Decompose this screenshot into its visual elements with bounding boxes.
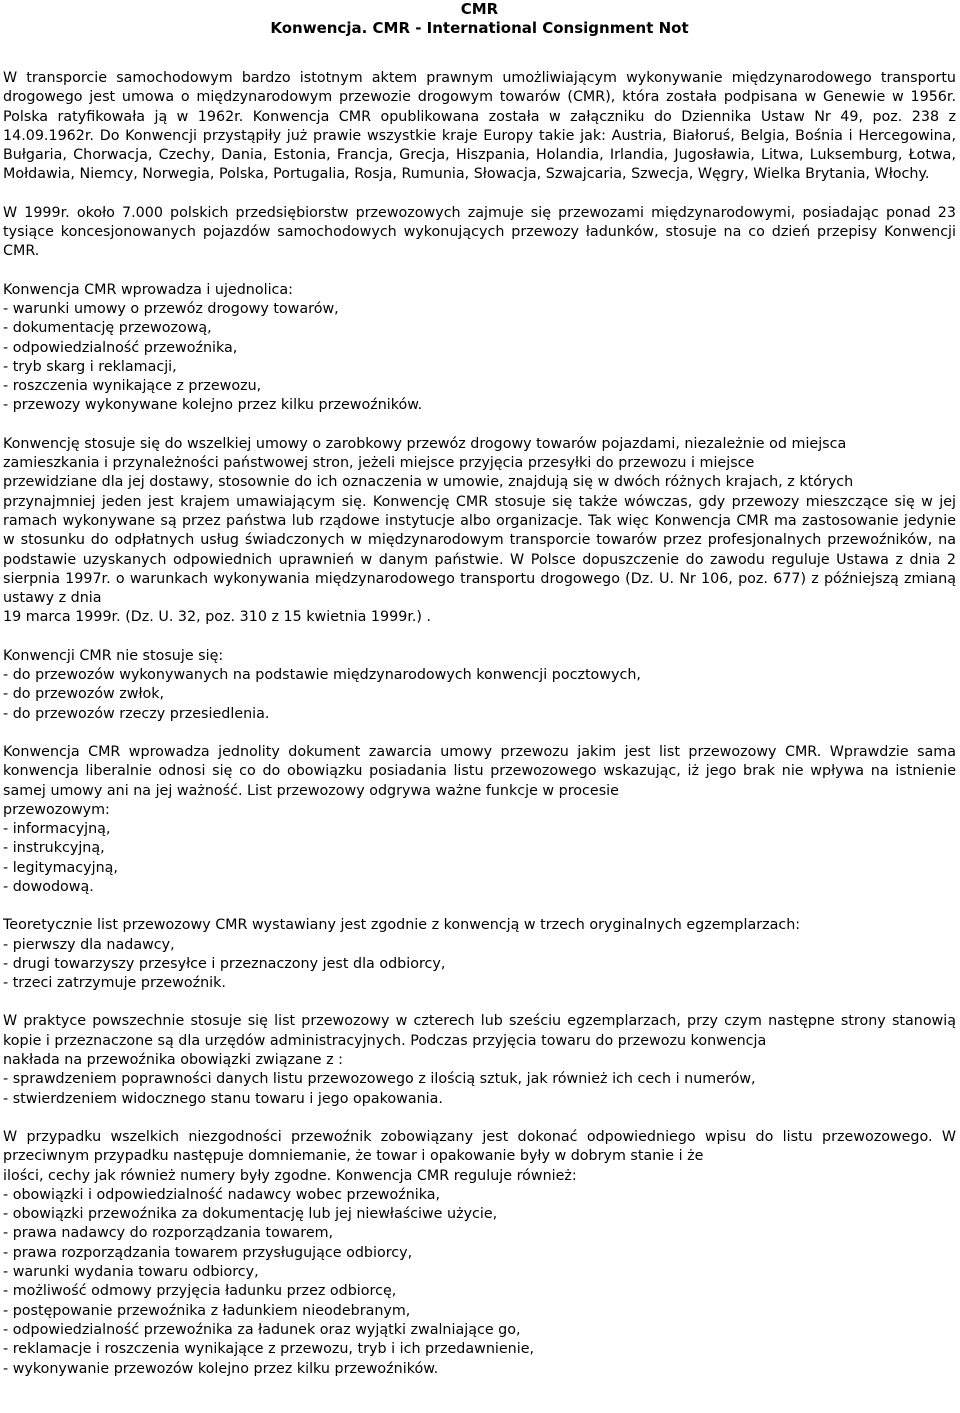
list-item: - sprawdzeniem poprawności danych listu przewozowego z ilością sztuk, jak również ich cech i numerów, xyxy=(3,1071,756,1088)
list-item: - przewozy wykonywane kolejno przez kilku przewoźników. xyxy=(3,397,423,414)
list-item: - odpowiedzialność przewoźnika, xyxy=(3,339,238,356)
list-item: - postępowanie przewoźnika z ładunkiem nieodebranym, xyxy=(3,1302,411,1319)
list-item: - informacyjną, xyxy=(3,821,111,838)
list-item: - roszczenia wynikające z przewozu, xyxy=(3,378,262,395)
list-item: - możliwość odmowy przyjęcia ładunku przez odbiorcę, xyxy=(3,1283,397,1300)
scope-line: przewidziane dla jej dostawy, stosownie do ich oznaczenia w umowie, znajdują się w dwóch różnych krajach, z których xyxy=(3,474,854,491)
list-item: - dokumentację przewozową, xyxy=(3,320,212,337)
list-item: - pierwszy dla nadawcy, xyxy=(3,936,175,953)
scope-section xyxy=(3,435,956,628)
intro-paragraph-2: W 1999r. około 7.000 polskich przedsiębiorstw przewozowych zajmuje się przewozami międzynarodowymi, posiadając ponad 23 tysiące koncesjonowanych pojazdów samochodowych wykonujących przewozy ładunków, stosuje na co dzień przepisy Konwencji CMR. xyxy=(3,204,956,260)
discrepancy-line-3: ilości, cechy jak również numery były zgodne. Konwencja CMR reguluje również: xyxy=(3,1167,577,1184)
title-line-1: CMR xyxy=(460,0,499,18)
list-item: - do przewozów rzeczy przesiedlenia. xyxy=(3,705,270,722)
list-item: - odpowiedzialność przewoźnika za ładunek oraz wyjątki zwalniające go, xyxy=(3,1321,521,1338)
document-title xyxy=(3,0,956,38)
unifies-heading: Konwencja CMR wprowadza i ujednolica: xyxy=(3,281,293,298)
intro-paragraph-1: W transporcie samochodowym bardzo istotnym aktem prawnym umożliwiającym wykonywanie międzynarodowego transportu drogowego jest umowa o międzynarodowym przewozie drogowym towarów (CMR), która została podpisana w Genewie w 1956r. Polska ratyfikowała ją w 1962r. Konwencja CMR opublikowana została w załączniku do Dziennika Ustaw Nr 49, poz. 238 z 14.09.1962r. Do Konwencji przystąpiły już prawie wszystkie kraje Europy takie jak: Austria, Białoruś, Belgia, Bośnia i Hercegowina, Bułgaria, Chorwacja, Czechy, Dania, Estonia, Francja, Grecja, Hiszpania, Holandia, Irlandia, Jugosławia, Litwa, Luksemburg, Łotwa, Mołdawia, Niemcy, Norwegia, Polska, Portugalia, Rosja, Rumunia, Słowacja, Szwajcaria, Szwecja, Węgry, Wielka Brytania, Włochy. xyxy=(3,70,956,183)
list-item: - reklamacje i roszczenia wynikające z przewozu, tryb i ich przedawnienie, xyxy=(3,1341,535,1358)
discrepancy-section xyxy=(3,1128,956,1379)
unifies-section xyxy=(3,281,956,416)
document-paragraph: Konwencja CMR wprowadza jednolity dokument zawarcia umowy przewozu jakim jest list przewozowy CMR. Wprawdzie sama konwencja liberalnie odnosi się co do obowiązku posiadania listu przewozowego wskazując, iż jego brak nie wpływa na istnienie samej umowy ani na jej ważność. List przewozowy odgrywa ważne funkcje w procesie xyxy=(3,743,956,799)
discrepancy-paragraph: W przypadku wszelkich niezgodności przewoźnik zobowiązany jest dokonać odpowiedniego wpisu do listu przewozowego. W przeciwnym przypadku następuje domniemanie, że towar i opakowanie były w dobrym stanie i że xyxy=(3,1128,956,1165)
copies-heading: Teoretycznie list przewozowy CMR wystawiany jest zgodnie z konwencją w trzech oryginalnych egzemplarzach: xyxy=(3,917,801,934)
list-item: - prawa nadawcy do rozporządzania towarem, xyxy=(3,1225,334,1242)
practice-paragraph: W praktyce powszechnie stosuje się list przewozowy w czterech lub sześciu egzemplarzach, przy czym następne strony stanowią kopie i przeznaczone są dla urzędów administracyjnych. Podczas przyjęcia towaru do przewozu konwencja xyxy=(3,1013,956,1049)
title-line-2: Konwencja. CMR - International Consignment Not xyxy=(270,19,689,37)
not-applied-section xyxy=(3,647,956,724)
list-item: - obowiązki przewoźnika za dokumentację lub jej niewłaściwe użycie, xyxy=(3,1206,498,1223)
scope-line: zamieszkania i przynależności państwowej stron, jeżeli miejsce przyjęcia przesyłki do przewozu i miejsce xyxy=(3,455,755,472)
list-item: - tryb skarg i reklamacji, xyxy=(3,358,177,375)
scope-last-line: 19 marca 1999r. (Dz. U. 32, poz. 310 z 15 kwietnia 1999r.) . xyxy=(3,609,432,626)
document-last-line: przewozowym: xyxy=(3,801,110,818)
scope-paragraph: przynajmniej jeden jest krajem umawiającym się. Konwencję CMR stosuje się także wówczas, gdy przewozy mieszczące się w jej ramach wykonywane są przez państwa lub rządowe instytucje albo organizacje. Tak więc Konwencja CMR ma zastosowanie jedynie w stosunku do odpłatnych usług świadczonych w międzynarodowym transporcie towarów przez profesjonalnych przewoźników, na podstawie uzyskanych odpowiednich uprawnień w danym państwie. W Polsce dopuszczenie do zawodu reguluje Ustawa z dnia 2 sierpnia 1997r. o warunkach wykonywania międzynarodowego transportu drogowego (Dz. U. Nr 106, poz. 677) z późniejszą zmianą ustawy z dnia xyxy=(3,493,956,607)
list-item: - obowiązki i odpowiedzialność nadawcy wobec przewoźnika, xyxy=(3,1186,441,1203)
practice-line-3: nakłada na przewoźnika obowiązki związane z : xyxy=(3,1052,343,1069)
scope-line: Konwencję stosuje się do wszelkiej umowy o zarobkowy przewóz drogowy towarów pojazdami, niezależnie od miejsca xyxy=(3,435,847,452)
list-item: - instrukcyjną, xyxy=(3,840,105,857)
list-item: - do przewozów wykonywanych na podstawie międzynarodowych konwencji pocztowych, xyxy=(3,667,641,684)
copies-section xyxy=(3,916,956,993)
list-item: - dowodową. xyxy=(3,878,94,895)
document-section xyxy=(3,743,956,897)
list-item: - drugi towarzyszy przesyłce i przeznaczony jest dla odbiorcy, xyxy=(3,955,446,972)
not-applied-heading: Konwencji CMR nie stosuje się: xyxy=(3,647,224,664)
list-item: - legitymacyjną, xyxy=(3,859,118,876)
list-item: - warunki wydania towaru odbiorcy, xyxy=(3,1264,259,1281)
list-item: - wykonywanie przewozów kolejno przez kilku przewoźników. xyxy=(3,1360,439,1377)
list-item: - trzeci zatrzymuje przewoźnik. xyxy=(3,975,226,992)
list-item: - stwierdzeniem widocznego stanu towaru i jego opakowania. xyxy=(3,1090,443,1107)
list-item: - prawa rozporządzania towarem przysługujące odbiorcy, xyxy=(3,1244,413,1261)
list-item: - warunki umowy o przewóz drogowy towarów, xyxy=(3,300,339,317)
list-item: - do przewozów zwłok, xyxy=(3,686,165,703)
practice-section xyxy=(3,1012,956,1108)
